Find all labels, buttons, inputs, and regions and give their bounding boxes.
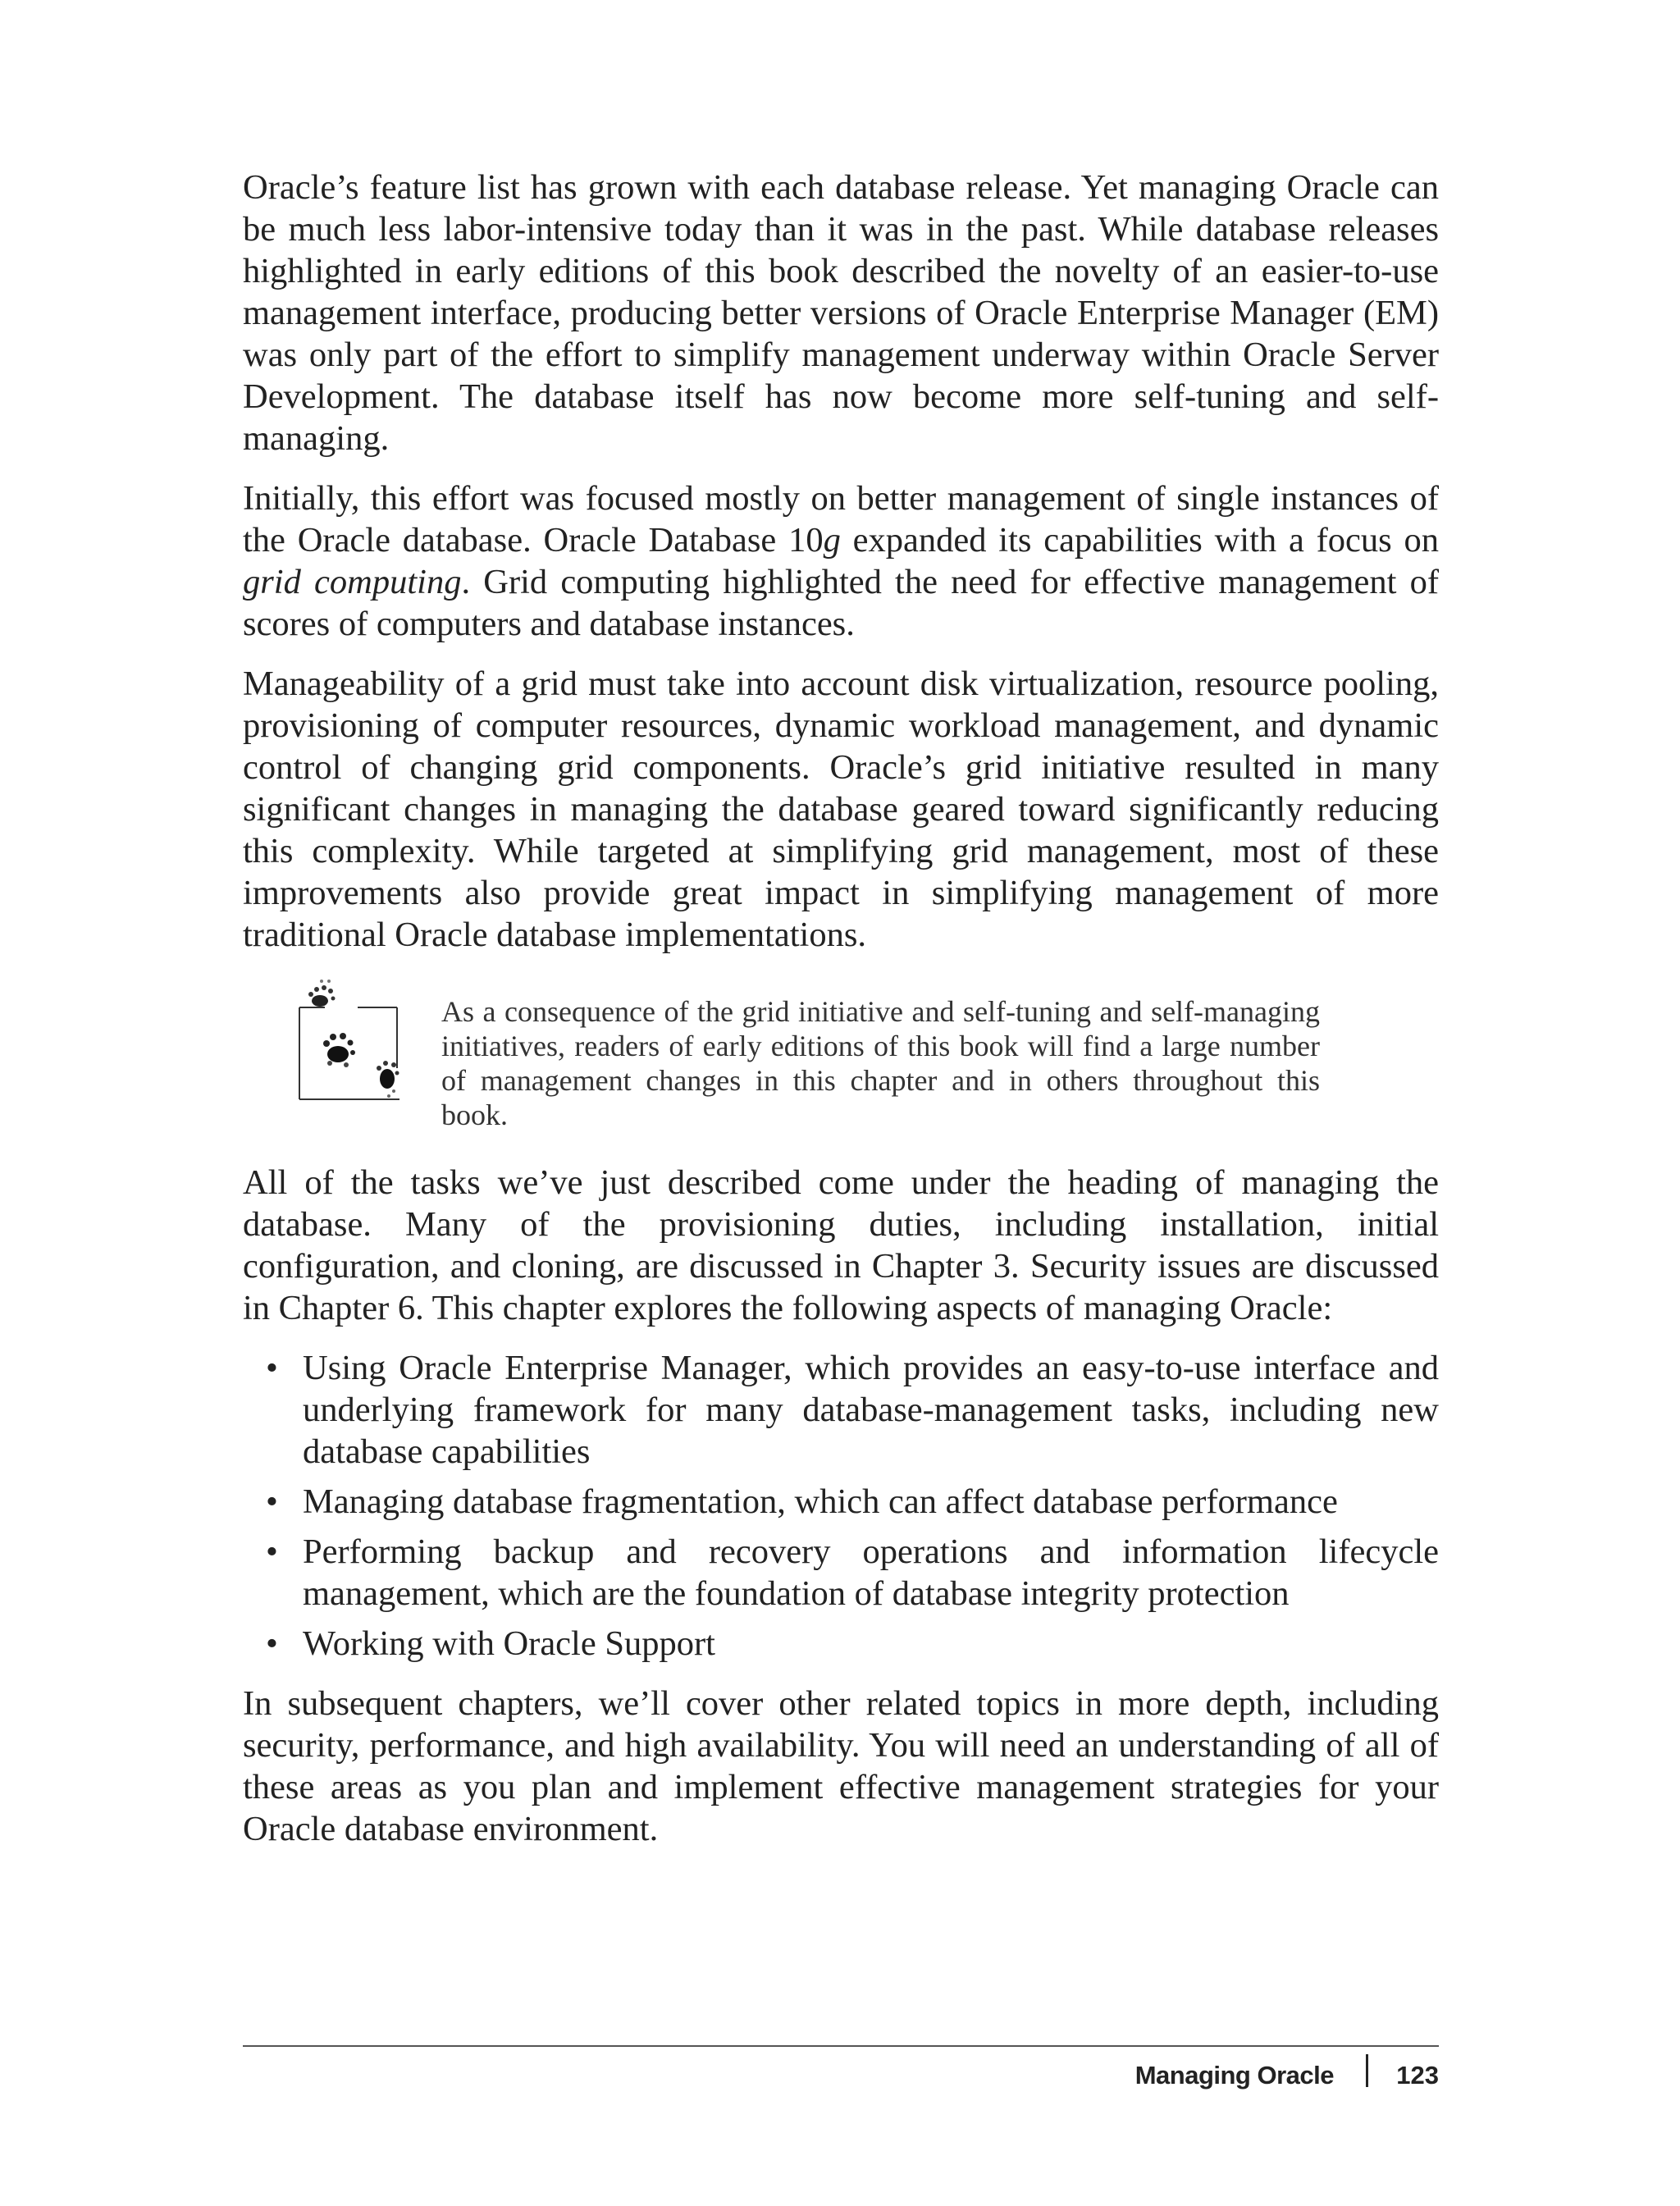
list-item (243, 1531, 1439, 1615)
list-item (243, 1481, 1439, 1523)
list-item-text: Using Oracle Enterprise Manager, which provides an easy-to-use interface and underlying framework for many database-management tasks, including new database capabilities (303, 1349, 1439, 1471)
bullet-icon: • (266, 1532, 278, 1571)
list-item-text: Working with Oracle Support (303, 1624, 715, 1663)
bullet-icon: • (266, 1624, 278, 1663)
aspects-list (243, 1347, 1439, 1665)
paragraph-3: Manageability of a grid must take into account disk virtualization, resource pooling, provisioning of computer resources, dynamic workload management, and dynamic control of changing grid components. Oracle’s grid initiative resulted in many significant changes in managing the database geared toward significantly reducing this complexity. While targeted at simplifying grid management, most of these improvements also provide great impact in simplifying management of more traditional Oracle database implementations. (243, 665, 1439, 954)
footer-rule (243, 2045, 1439, 2047)
page-number: 123 (1396, 2061, 1439, 2090)
body-text (243, 167, 1439, 1868)
bullet-icon: • (266, 1349, 278, 1387)
term-grid-computing: grid computing (243, 563, 462, 601)
bullet-icon: • (266, 1482, 278, 1521)
list-item-text: Performing backup and recovery operations and information lifecycle management, which are the foundation of database integrity protection (303, 1532, 1439, 1613)
paragraph-1: Oracle’s feature list has grown with each database release. Yet managing Oracle can be much less labor-intensive today than it was in the past. While database releases highlighted in early editions of this book described the novelty of an easier-to-use management interface, producing better versions of Oracle Enterprise Manager (EM) was only part of the effort to simplify management underway within Oracle Server Development. The database itself has now become more self-tuning and self-managing. (243, 168, 1439, 458)
list-item (243, 1623, 1439, 1665)
raccoon-footprints-note-icon (297, 976, 400, 1101)
page-footer (243, 2048, 1439, 2097)
release-letter: g (823, 521, 841, 559)
paragraph-2-part-c: . Grid computing highlighted the need for effective management of scores of computers and database instances. (243, 563, 1439, 643)
paragraph-2-part-a: Initially, this effort was focused mostly on better management of single instances of the Oracle database. Oracle Database 10 (243, 479, 1439, 559)
paragraph-5: In subsequent chapters, we’ll cover other related topics in more depth, including security, performance, and high availability. You will need an understanding of all of these areas as you plan and implement effective management strategies for your Oracle database environment. (243, 1684, 1439, 1848)
footer-separator (1366, 2054, 1368, 2087)
paragraph-2-part-b: expanded its capabilities with a focus on (840, 521, 1439, 559)
paragraph-4: All of the tasks we’ve just described come under the heading of managing the database. Many of the provisioning duties, including installation, initial configuration, and cloning, are discussed in Chapter 3. Security issues are discussed in Chapter 6. This chapter explores the following aspects of managing Oracle: (243, 1163, 1439, 1327)
note-text: As a consequence of the grid initiative and self-tuning and self-managing initiatives, readers of early editions of this book will find a large number of management changes in this chapter and in others throughout this book. (441, 995, 1320, 1131)
running-title: Managing Oracle (1134, 2061, 1334, 2090)
list-item (243, 1347, 1439, 1473)
paragraph-2 (243, 477, 1439, 645)
note-callout (243, 976, 1439, 1134)
list-item-text: Managing database fragmentation, which can affect database performance (303, 1482, 1338, 1521)
